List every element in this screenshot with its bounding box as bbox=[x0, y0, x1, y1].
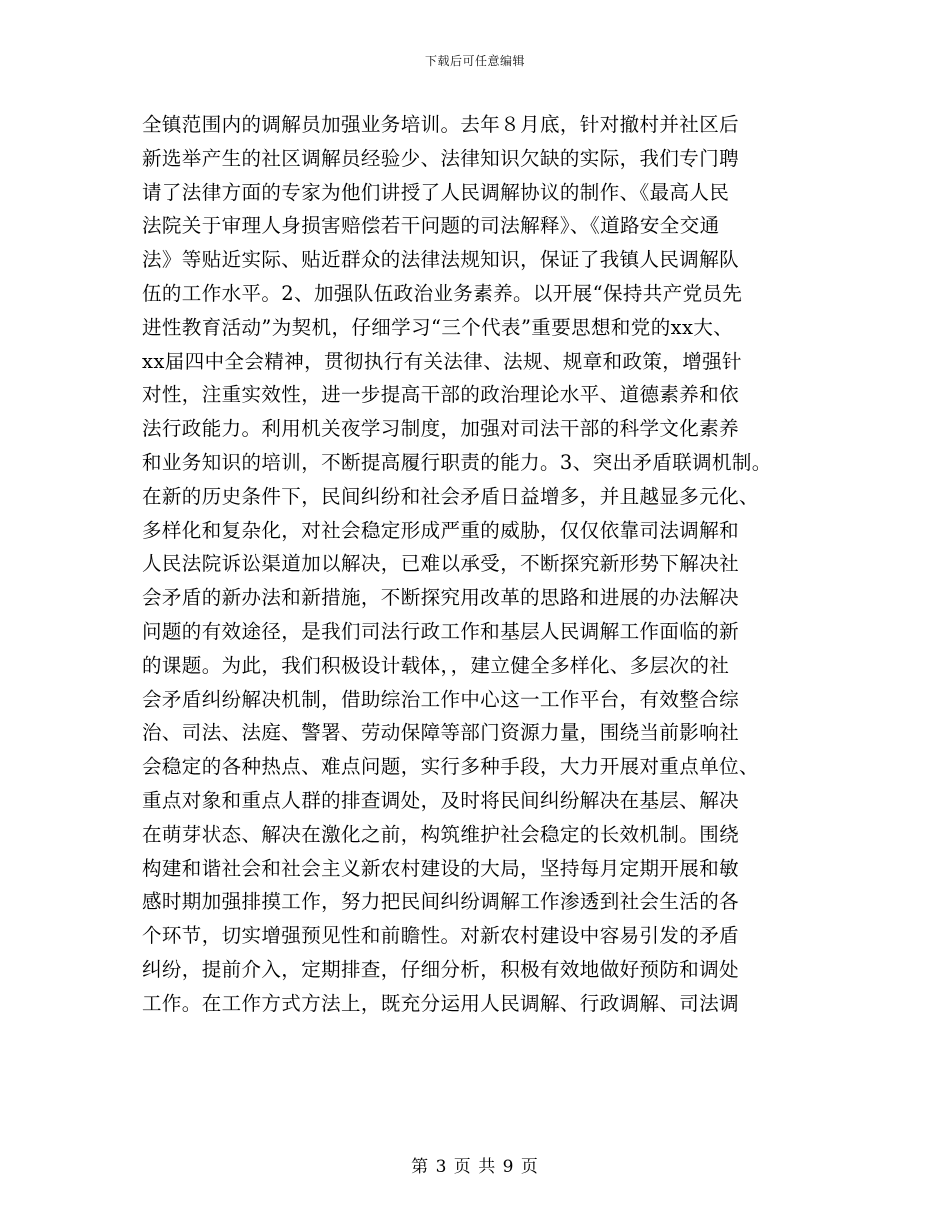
text-line: 问题的有效途径，是我们司法行政工作和基层人民调解工作面临的新 bbox=[142, 619, 740, 643]
text-line: 法院关于审理人身损害赔偿若干问题的司法解释》、《道路安全交通 bbox=[142, 214, 720, 238]
text-line: 和业务知识的培训，不断提高履行职责的能力。3、突出矛盾联调机制。 bbox=[142, 450, 772, 474]
text-line: 对性，注重实效性，进一步提高干部的政治理论水平、道德素养和依 bbox=[142, 383, 740, 407]
text-line: 的课题。为此，我们积极设计载体，，建立健全多样化、多层次的社 bbox=[142, 653, 730, 677]
text-line: 纠纷，提前介入，定期排查，仔细分析，积极有效地做好预防和调处 bbox=[142, 957, 740, 981]
page-footer: 第 3 页 共 9 页 bbox=[411, 1157, 539, 1177]
text-line: 法行政能力。利用机关夜学习制度，加强对司法干部的科学文化素养 bbox=[142, 417, 740, 441]
text-line: 全镇范围内的调解员加强业务培训。去年８月底，针对撤村并社区后 bbox=[142, 113, 740, 136]
text-line: 法》等贴近实际、贴近群众的法律法规知识，保证了我镇人民调解队 bbox=[142, 248, 740, 272]
text-line: 请了法律方面的专家为他们讲授了人民调解协议的制作、《最高人民 bbox=[142, 180, 730, 204]
text-line: 工作。在工作方式方法上，既充分运用人民调解、行政调解、司法调 bbox=[142, 991, 740, 1015]
text-line: xx届四中全会精神，贯彻执行有关法律、法规、规章和政策，增强针 bbox=[142, 349, 742, 373]
text-line: 个环节，切实增强预见性和前瞻性。对新农村建设中容易引发的矛盾 bbox=[142, 924, 740, 948]
text-line: 伍的工作水平。2、加强队伍政治业务素养。以开展“保持共产党员先 bbox=[142, 281, 743, 305]
text-line: 构建和谐社会和社会主义新农村建设的大局，坚持每月定期开展和敏 bbox=[142, 856, 740, 880]
text-line: 会矛盾的新办法和新措施，不断探究用改革的思路和进展的办法解决 bbox=[142, 586, 740, 610]
text-line: 感时期加强排摸工作，努力把民间纠纷调解工作渗透到社会生活的各 bbox=[142, 890, 740, 914]
text-line: 在新的历史条件下，民间纠纷和社会矛盾日益增多，并且越显多元化、 bbox=[142, 484, 759, 508]
text-line: 人民法院诉讼渠道加以解决，已难以承受，不断探究新形势下解决社 bbox=[142, 552, 740, 576]
text-line: 多样化和复杂化，对社会稳定形成严重的威胁，仅仅依靠司法调解和 bbox=[142, 518, 740, 542]
page-header: 下载后可任意编辑 bbox=[424, 54, 525, 68]
body-text bbox=[142, 108, 822, 1021]
text-line: 会矛盾纠纷解决机制，借助综治工作中心这一工作平台，有效整合综 bbox=[142, 687, 740, 711]
text-line: 进性教育活动”为契机，仔细学习“三个代表”重要思想和党的xx大、 bbox=[142, 315, 734, 339]
text-line: 治、司法、法庭、警署、劳动保障等部门资源力量，围绕当前影响社 bbox=[142, 721, 740, 745]
text-line: 会稳定的各种热点、难点问题，实行多种手段，大力开展对重点单位、 bbox=[142, 755, 759, 779]
text-line: 在萌芽状态、解决在激化之前，构筑维护社会稳定的长效机制。围绕 bbox=[142, 822, 740, 846]
text-line: 重点对象和重点人群的排查调处，及时将民间纠纷解决在基层、解决 bbox=[142, 788, 740, 812]
text-line: 新选举产生的社区调解员经验少、法律知识欠缺的实际，我们专门聘 bbox=[142, 146, 740, 170]
